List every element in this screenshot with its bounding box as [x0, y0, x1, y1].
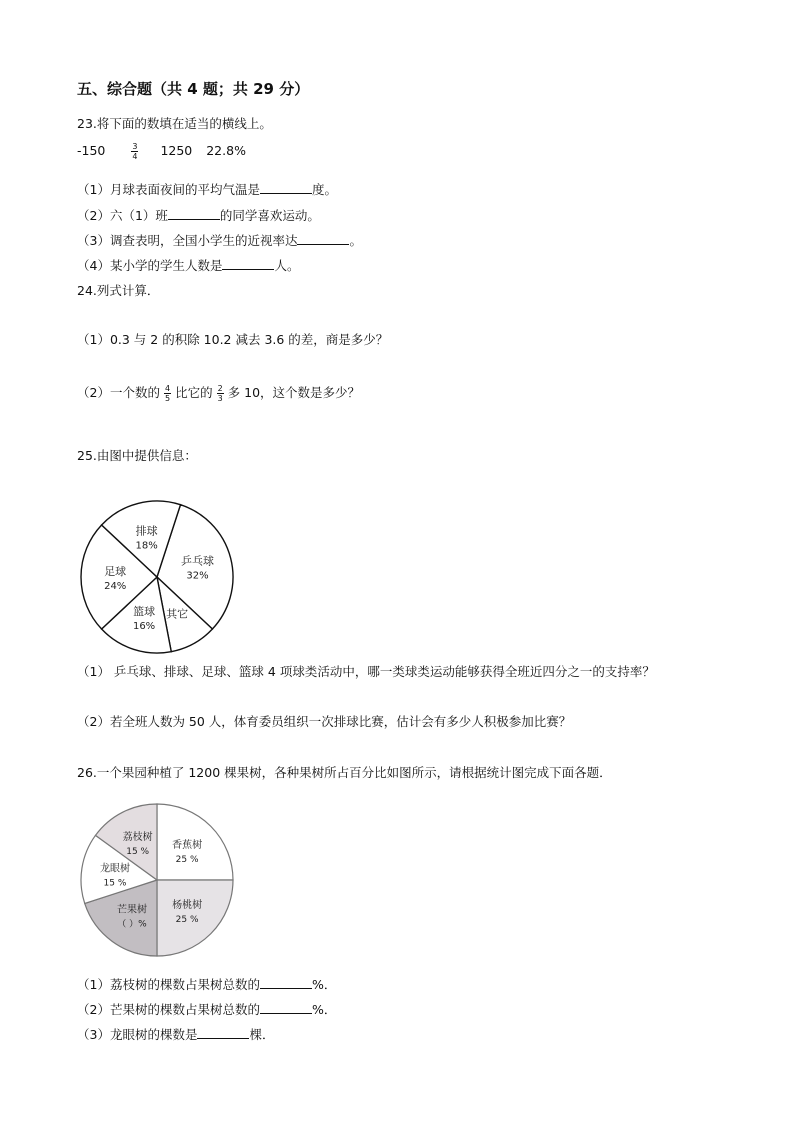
number-1250: 1250: [160, 143, 193, 158]
pie-label-0: 乒乓球: [180, 554, 214, 568]
q25-title: 25.由图中提供信息：: [77, 448, 197, 463]
number-minus-150: -150: [77, 143, 106, 158]
pie-label-1: 其它: [166, 607, 189, 621]
q24-item-1: （1）0.3 与 2 的积除 10.2 减去 3.6 的差，商是多少？: [77, 332, 389, 347]
pie-percent-1: 25 %: [175, 915, 199, 926]
sports-pie-chart: [77, 497, 237, 657]
q23-item-1: （1）月球表面夜间的平均气温是 度。: [77, 182, 337, 197]
pie-percent-0: 32%: [186, 570, 209, 582]
pie-label-4: 荔枝树: [122, 832, 153, 844]
q23-item-3: （3）调查表明，全国小学生的近视率达 。: [77, 233, 362, 248]
q24-item-2: （2）一个数的 $\frac{4}{5}$ 比它的 $\frac{2}{3}$ 多 10，这个数是多少？: [77, 384, 361, 403]
pie-percent-3: 24%: [104, 581, 127, 592]
fraction-two-thirds: $\frac{2}{3}$: [217, 384, 223, 403]
pie-percent-0: 25 %: [175, 854, 199, 865]
pie-label-1: 杨桃树: [172, 900, 203, 912]
fruit-tree-pie-chart: [77, 800, 237, 960]
pie-percent-2: 16%: [132, 620, 156, 632]
q25-question-2: （2）若全班人数为 50 人，体育委员组织一次排球比赛，估计会有多少人积极参加比赛？: [77, 714, 572, 729]
pie-label-3: 龙眼树: [99, 863, 130, 875]
answer-blank[interactable]: [260, 1001, 312, 1014]
pie-label-4: 排球: [135, 524, 158, 538]
pie-label-2: 芒果树: [116, 904, 147, 916]
q26-item-3: （3）龙眼树的棵数是 棵．: [77, 1027, 275, 1042]
q23-item-2: （2）六（1）班 的同学喜欢运动。: [77, 208, 320, 223]
pie-label-2: 篮球: [133, 604, 156, 618]
q26-item-1: （1）荔枝树的棵数占果树总数的 %．: [77, 977, 337, 992]
q23-title: 23.将下面的数填在适当的横线上。: [77, 116, 272, 131]
fraction-three-quarters: $\frac{3}{4}$: [132, 142, 138, 161]
answer-blank[interactable]: [197, 1026, 249, 1039]
q26-item-2: （2）芒果树的棵数占果树总数的 %．: [77, 1002, 337, 1017]
answer-blank[interactable]: [297, 232, 349, 245]
q23-numbers: [77, 142, 246, 161]
pie-label-0: 香蕉树: [172, 839, 203, 851]
q24-title: 24.列式计算．: [77, 283, 160, 298]
q23-item-4: （4）某小学的学生人数是 人。: [77, 258, 300, 273]
section-title: 五、综合题（共 4 题；共 29 分）: [77, 80, 310, 98]
answer-blank[interactable]: [222, 257, 274, 270]
pie-percent-4: 15 %: [126, 847, 150, 858]
fraction-four-fifths: $\frac{4}{5}$: [164, 384, 171, 403]
pie-percent-4: 18%: [135, 540, 158, 552]
answer-blank[interactable]: [260, 976, 312, 989]
pie-label-3: 足球: [104, 565, 127, 578]
answer-blank[interactable]: [260, 181, 312, 194]
pie-percent-3: 15 %: [103, 878, 127, 889]
q25-question-1: （1） 乒乓球、排球、足球、篮球 4 项球类活动中，哪一类球类运动能够获得全班近四分之一的支持率？: [77, 664, 655, 679]
number-percent: 22.8%: [206, 143, 246, 158]
answer-blank[interactable]: [168, 207, 220, 220]
q26-title: 26.一个果园种植了 1200 棵果树，各种果树所占百分比如图所示，请根据统计图完成下面各题．: [77, 765, 612, 780]
pie-percent-2: （ ）%: [117, 919, 147, 930]
